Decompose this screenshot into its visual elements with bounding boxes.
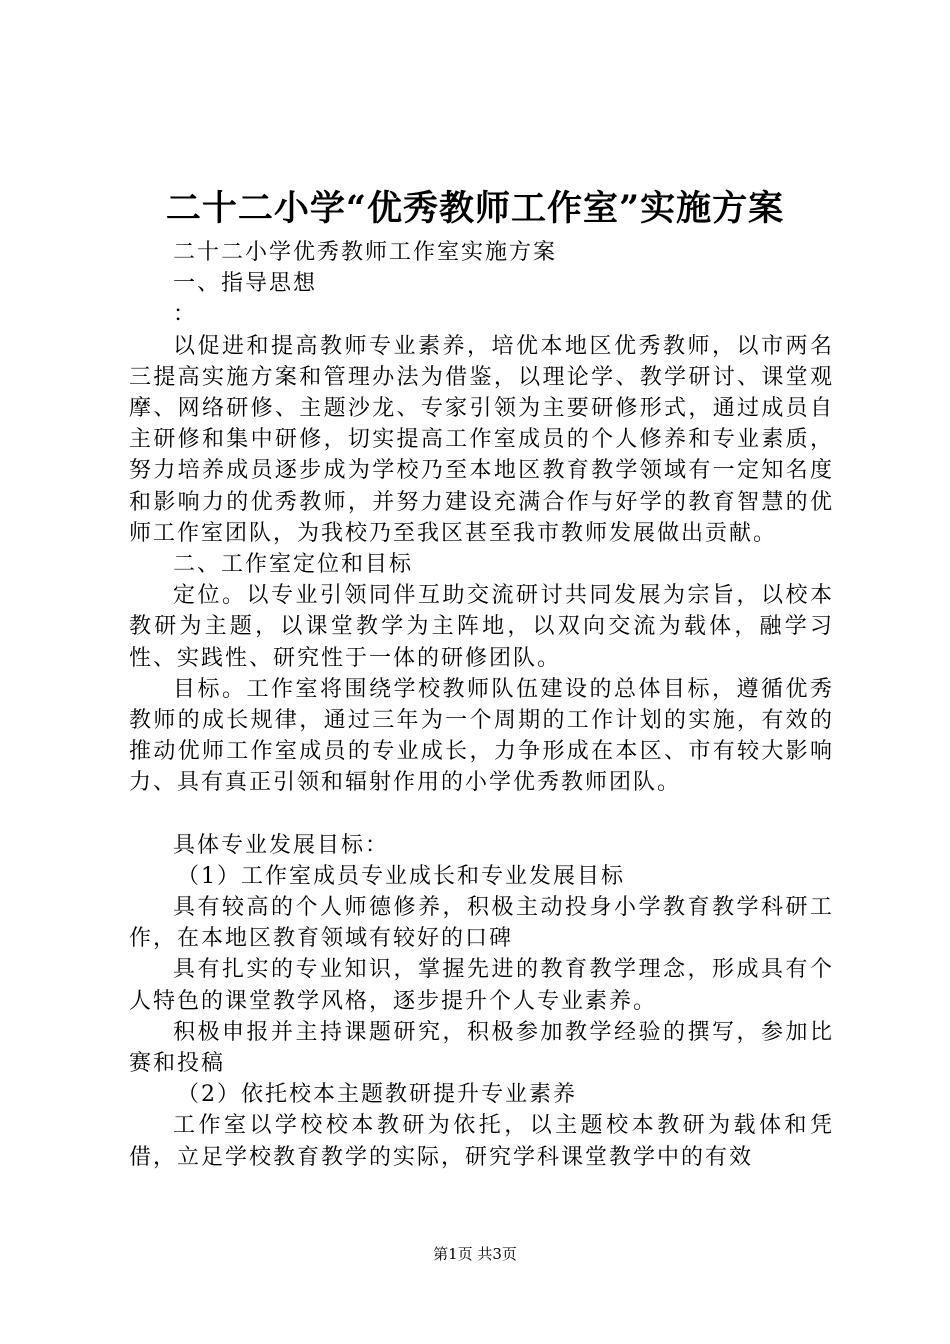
page-footer: 第1页 共3页: [433, 1245, 517, 1263]
sub1-paragraph-1: 具有较高的个人师德修养，积极主动投身小学教育教学科研工作，在本地区教育领域有较好的口碑: [129, 895, 834, 952]
sub1-paragraph-2: 具有扎实的专业知识，掌握先进的教育教学理念，形成具有个人特色的课堂教学风格，逐步提升个人专业素养。: [129, 957, 834, 1014]
section2-heading: 二、工作室定位和目标: [173, 552, 414, 578]
specific-goals-heading: 具体专业发展目标：: [173, 832, 390, 858]
positioning-paragraph: 定位。以专业引领同伴互助交流研讨共同发展为宗旨，以校本教研为主题，以课堂教学为主阵地，以双向交流为载体，融学习性、实践性、研究性于一体的研修团队。: [129, 583, 834, 671]
sub1-paragraph-3: 积极申报并主持课题研究，积极参加教学经验的撰写，参加比赛和投稿: [129, 1019, 834, 1077]
document-title: 二十二小学“优秀教师工作室”实施方案: [165, 188, 785, 229]
goal-paragraph: 目标。工作室将围绕学校教师队伍建设的总体目标，遵循优秀教师的成长规律，通过三年为一个周期的工作计划的实施，有效的推动优师工作室成员的专业成长，力争形成在本区、市有较大影响力、具有真正引领和辐射作用的小学优秀教师团队。: [129, 676, 834, 796]
sub2-heading: （2）依托校本主题教研提升专业素养: [177, 1082, 577, 1108]
sub2-paragraph-1: 工作室以学校校本教研为依托，以主题校本教研为载体和凭借，立足学校教育教学的实际，研究学科课堂教学中的有效: [129, 1113, 834, 1170]
document-body: [129, 237, 834, 1173]
subtitle: 二十二小学优秀教师工作室实施方案: [173, 240, 558, 265]
section1-paragraph: 以促进和提高教师专业素养，培优本地区优秀教师，以市两名三提高实施方案和管理办法为借鉴，以理论学、教学研讨、课堂观摩、网络研修、主题沙龙、专家引领为主要研修形式，通过成员自主研修和集中研修，切实提高工作室成员的个人修养和专业素质，努力培养成员逐步成为学校乃至本地区教育教学领域有一定知名度和影响力的优秀教师，并努力建设充满合作与好学的教育智慧的优师工作室团队，为我校乃至我区甚至我市教师发展做出贡献。: [129, 333, 834, 546]
section1-heading: 一、指导思想: [173, 271, 318, 297]
blank-line: [129, 799, 834, 830]
section1-colon: ：: [173, 302, 198, 328]
sub1-heading: （1）工作室成员专业成长和专业发展目标: [177, 863, 625, 889]
